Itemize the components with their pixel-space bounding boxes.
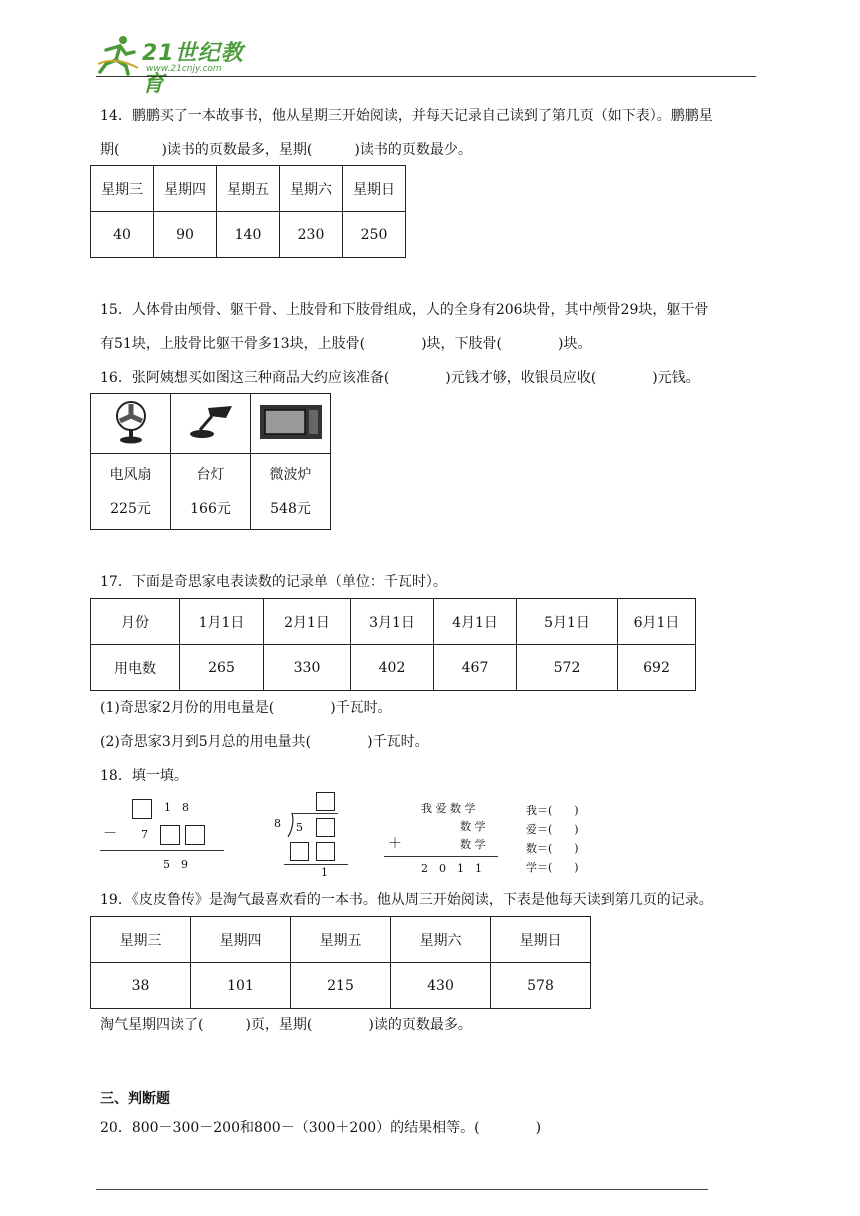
table-cell: 215 xyxy=(291,963,391,1009)
header-logo xyxy=(96,34,256,97)
table-header-cell: 5月1日 xyxy=(517,599,618,645)
q19-text-line1: 19．《皮皮鲁传》是淘气最喜欢看的一本书。他从周三开始阅读，下表是他每天读到第几页的记录。 xyxy=(100,892,713,908)
blank-box[interactable] xyxy=(316,818,335,837)
q15-text-line2: 有51块，上肢骨比躯干骨多13块，上肢骨( )块，下肢骨( )块。 xyxy=(100,336,592,352)
fan-icon xyxy=(108,399,154,445)
table-header-cell: 3月1日 xyxy=(351,599,434,645)
sum-text: 2 0 1 1 xyxy=(421,862,482,875)
divisor-text: 8 xyxy=(274,817,281,830)
q17-meter-table xyxy=(90,598,696,691)
table-header-cell: 星期三 xyxy=(91,917,191,963)
table-header-cell: 星期五 xyxy=(217,166,280,212)
q16-product-table xyxy=(90,393,331,530)
blank-box[interactable] xyxy=(160,825,180,845)
q19-text-line2: 淘气星期四读了( )页，星期( )读的页数最多。 xyxy=(100,1017,472,1033)
answer-blank[interactable]: 爱＝( ) xyxy=(526,823,579,836)
table-cell: 140 xyxy=(217,212,280,258)
blank-box[interactable] xyxy=(290,842,309,861)
blank-box[interactable] xyxy=(316,842,335,861)
table-cell: 90 xyxy=(154,212,217,258)
table-header-cell: 月份 xyxy=(91,599,180,645)
header-rule xyxy=(96,76,756,77)
table-header-cell: 2月1日 xyxy=(264,599,351,645)
logo-title: 21世纪教育 xyxy=(142,41,244,97)
table-header-cell: 星期六 xyxy=(280,166,343,212)
sum-line xyxy=(384,856,498,857)
answer-blank[interactable]: 数＝( ) xyxy=(526,842,579,855)
table-header-cell: 星期三 xyxy=(91,166,154,212)
digits-text: 1 8 xyxy=(164,801,189,814)
table-cell: 230 xyxy=(280,212,343,258)
table-header-cell: 星期五 xyxy=(291,917,391,963)
plus-sign: ＋ xyxy=(388,836,402,852)
table-cell: 330 xyxy=(264,645,351,691)
table-cell: 467 xyxy=(434,645,517,691)
addend-row: 我 爱 数 学 xyxy=(421,802,476,815)
table-cell: 250 xyxy=(343,212,406,258)
table-cell: 265 xyxy=(180,645,264,691)
product-cell xyxy=(171,454,251,530)
q18-text-line1: 18．填一填。 xyxy=(100,768,188,784)
q15-text-line1: 15．人体骨由颅骨、躯干骨、上肢骨和下肢骨组成，人的全身有206块骨，其中颅骨29块，躯干骨 xyxy=(100,302,709,318)
blank-box[interactable] xyxy=(185,825,205,845)
digits-text: 5 9 xyxy=(163,858,188,871)
q14-text-line1: 14．鹏鹏买了一本故事书，他从星期三开始阅读，并每天记录自己读到了第几页（如下表）。鹏鹏星 xyxy=(100,108,713,124)
table-header-cell: 6月1日 xyxy=(618,599,696,645)
product-price: 225元 xyxy=(110,500,151,517)
q20-text-line1: 20．800－300－200和800－（300＋200）的结果相等。( ) xyxy=(100,1120,542,1136)
microwave-icon xyxy=(258,402,324,442)
table-cell: 用电数 xyxy=(91,645,180,691)
q14-text-line2: 期( )读书的页数最多，星期( )读书的页数最少。 xyxy=(100,142,472,158)
q19-table xyxy=(90,916,591,1009)
runner-logo-icon xyxy=(96,34,140,76)
footer-rule xyxy=(96,1189,708,1190)
addend-row: 数 学 xyxy=(460,820,486,833)
product-cell xyxy=(251,454,331,530)
table-header-cell: 星期四 xyxy=(154,166,217,212)
sum-line xyxy=(100,850,224,851)
q17-text-line1: 17．下面是奇思家电表读数的记录单（单位：千瓦时）。 xyxy=(100,574,447,590)
table-header-cell: 星期日 xyxy=(491,917,591,963)
table-cell: 572 xyxy=(517,645,618,691)
table-header-cell: 星期四 xyxy=(191,917,291,963)
table-cell: 578 xyxy=(491,963,591,1009)
product-image-cell xyxy=(91,394,171,454)
digit-text: 7 xyxy=(141,828,148,841)
product-image-cell xyxy=(171,394,251,454)
table-header-cell: 星期日 xyxy=(343,166,406,212)
product-price: 166元 xyxy=(190,500,231,517)
table-header-cell: 1月1日 xyxy=(180,599,264,645)
table-header-cell: 4月1日 xyxy=(434,599,517,645)
q16-text-line1: 16．张阿姨想买如图这三种商品大约应该准备( )元钱才够，收银员应收( )元钱。 xyxy=(100,370,700,386)
blank-box[interactable] xyxy=(132,799,152,819)
answer-blank[interactable]: 学＝( ) xyxy=(526,861,579,874)
product-price: 548元 xyxy=(270,500,311,517)
product-name: 微波炉 xyxy=(269,466,312,483)
digit-text: 5 xyxy=(296,821,303,834)
table-cell: 430 xyxy=(391,963,491,1009)
product-cell xyxy=(91,454,171,530)
answer-blank[interactable]: 我＝( ) xyxy=(526,804,579,817)
table-cell: 692 xyxy=(618,645,696,691)
table-header-cell: 星期六 xyxy=(391,917,491,963)
division-line xyxy=(284,864,348,865)
q14-table xyxy=(90,165,406,258)
logo-url: www.21cnjy.com xyxy=(146,64,222,74)
table-cell: 38 xyxy=(91,963,191,1009)
table-cell: 101 xyxy=(191,963,291,1009)
blank-box[interactable] xyxy=(316,792,335,811)
product-name: 电风扇 xyxy=(109,466,152,483)
section-heading: 三、判断题 xyxy=(100,1091,170,1107)
product-image-cell xyxy=(251,394,331,454)
minus-sign: － xyxy=(103,826,117,842)
addend-row: 数 学 xyxy=(460,838,486,851)
q17-sub2: (2)奇思家3月到5月总的用电量共( )千瓦时。 xyxy=(100,734,429,750)
table-cell: 402 xyxy=(351,645,434,691)
lamp-icon xyxy=(186,402,236,442)
product-name: 台灯 xyxy=(196,466,225,483)
table-cell: 40 xyxy=(91,212,154,258)
division-bar xyxy=(292,813,338,814)
remainder-text: 1 xyxy=(321,866,328,879)
q17-sub1: (1)奇思家2月份的用电量是( )千瓦时。 xyxy=(100,700,392,716)
